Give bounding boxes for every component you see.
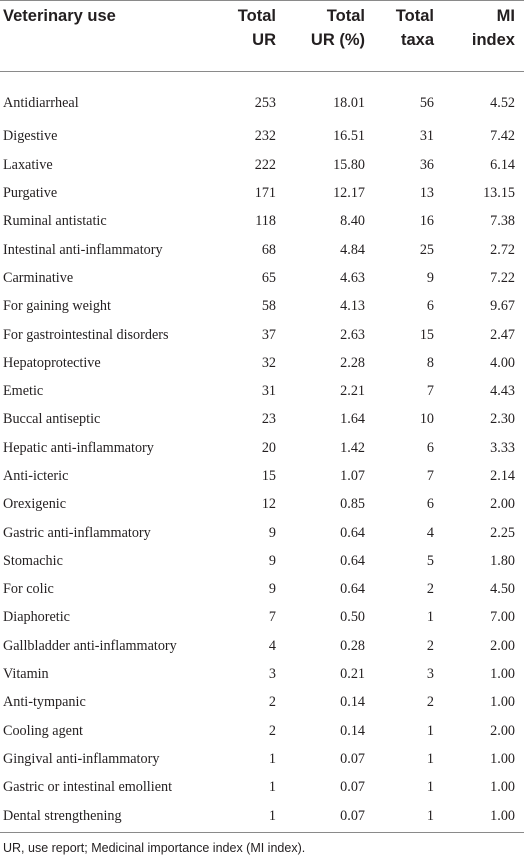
cell-veterinary-use: Laxative [3, 156, 53, 173]
cell-mi-index: 7.42 [490, 128, 515, 145]
cell-veterinary-use: Anti-icteric [3, 468, 69, 484]
cell-mi-index: 1.00 [490, 807, 515, 824]
cell-total-taxa: 1 [426, 722, 434, 739]
cell-veterinary-use: Orexigenic [3, 496, 67, 513]
cell-total-ur-percent: 4.13 [340, 298, 365, 315]
header-line: index [471, 31, 515, 49]
header-total-ur [210, 1, 284, 72]
header-line: Veterinary use [3, 7, 116, 25]
cell-total-ur-percent: 0.28 [340, 637, 365, 654]
cell-total-ur-percent: 0.64 [340, 581, 365, 598]
cell-total-ur: 12 [261, 496, 276, 513]
cell-mi-index: 1.00 [490, 750, 515, 767]
cell-mi-index: 4.52 [490, 94, 515, 111]
cell-total-ur-percent: 0.14 [340, 694, 365, 711]
table-header [0, 1, 524, 72]
cell-total-ur: 3 [268, 666, 276, 683]
cell-total-ur-percent: 0.07 [340, 750, 365, 767]
cell-total-ur-percent: 1.42 [340, 439, 365, 456]
cell-total-taxa: 56 [419, 94, 434, 111]
cell-mi-index: 4.00 [490, 354, 515, 371]
cell-total-ur-percent: 0.64 [340, 524, 365, 541]
header-line: Total [326, 7, 365, 25]
table-row [0, 490, 524, 518]
cell-veterinary-use: Purgative [3, 185, 58, 202]
cell-total-ur: 31 [261, 383, 276, 400]
cell-mi-index: 1.00 [490, 694, 515, 711]
cell-total-ur: 9 [268, 524, 276, 541]
cell-veterinary-use: Gastric anti-inflammatory [3, 524, 151, 541]
cell-total-ur-percent: 12.17 [333, 185, 365, 202]
cell-mi-index: 2.25 [490, 524, 515, 541]
cell-veterinary-use: Hepatoprotective [3, 354, 101, 371]
table-row [0, 688, 524, 716]
cell-veterinary-use: Digestive [3, 128, 58, 145]
cell-veterinary-use: Emetic [3, 383, 44, 400]
cell-total-taxa: 6 [426, 298, 434, 315]
cell-mi-index: 9.67 [490, 298, 515, 315]
cell-total-taxa: 2 [426, 637, 434, 654]
table-row [0, 745, 524, 773]
cell-mi-index: 4.43 [490, 383, 515, 400]
cell-total-ur-percent: 2.21 [340, 383, 365, 400]
cell-total-taxa: 10 [419, 411, 434, 428]
cell-total-taxa: 25 [419, 241, 434, 258]
cell-total-ur-percent: 2.63 [340, 326, 365, 343]
cell-total-ur: 1 [268, 779, 276, 796]
table-body [0, 72, 524, 830]
cell-veterinary-use: Gingival anti-inflammatory [3, 750, 160, 767]
table-row [0, 179, 524, 207]
table-row [0, 122, 524, 150]
cell-veterinary-use: Hepatic anti-inflammatory [3, 439, 154, 456]
cell-veterinary-use: Anti-tympanic [3, 694, 86, 711]
cell-veterinary-use: Vitamin [3, 666, 49, 683]
cell-total-ur-percent: 8.40 [340, 213, 365, 230]
cell-total-taxa: 2 [426, 581, 434, 598]
cell-total-ur: 1 [268, 807, 276, 824]
cell-veterinary-use: Antidiarrheal [3, 94, 79, 111]
table-row [0, 717, 524, 745]
cell-mi-index: 4.50 [490, 581, 515, 598]
header-total-taxa [372, 1, 445, 72]
table-row [0, 207, 524, 235]
cell-total-ur: 68 [261, 241, 276, 258]
cell-veterinary-use: Carminative [3, 269, 74, 286]
cell-total-taxa: 7 [426, 383, 434, 400]
cell-total-ur: 171 [254, 185, 276, 202]
cell-mi-index: 1.00 [490, 779, 515, 796]
table-row [0, 349, 524, 377]
cell-mi-index: 3.33 [490, 439, 515, 456]
cell-mi-index: 2.00 [490, 637, 515, 654]
cell-veterinary-use: Cooling agent [3, 722, 83, 739]
cell-veterinary-use: Gastric or intestinal emollient [3, 779, 173, 796]
cell-mi-index: 1.80 [490, 552, 515, 569]
cell-total-taxa: 2 [426, 694, 434, 711]
cell-mi-index: 7.38 [490, 213, 515, 230]
cell-total-ur: 9 [268, 552, 276, 569]
cell-total-ur-percent: 1.07 [340, 468, 365, 484]
table-bottom-rule [0, 832, 524, 833]
cell-total-ur-percent: 2.28 [340, 354, 365, 371]
cell-total-taxa: 1 [426, 807, 434, 824]
cell-mi-index: 7.00 [490, 609, 515, 626]
header-line: Total [395, 7, 434, 25]
cell-total-taxa: 1 [426, 779, 434, 796]
cell-total-ur: 7 [268, 609, 276, 626]
cell-total-ur-percent: 16.51 [333, 128, 365, 145]
table-row [0, 264, 524, 292]
cell-total-ur: 37 [261, 326, 276, 343]
table-row [0, 320, 524, 348]
header-line: MI [496, 7, 515, 25]
cell-mi-index: 6.14 [490, 156, 515, 173]
cell-mi-index: 2.47 [490, 326, 515, 343]
cell-mi-index: 2.30 [490, 411, 515, 428]
header-line: UR [252, 31, 276, 49]
table-row [0, 632, 524, 660]
cell-total-taxa: 6 [426, 496, 434, 513]
cell-veterinary-use: Buccal antiseptic [3, 411, 101, 428]
cell-veterinary-use: Gallbladder anti-inflammatory [3, 637, 177, 654]
cell-veterinary-use: Ruminal antistatic [3, 213, 107, 230]
table-row [0, 518, 524, 546]
cell-total-taxa: 1 [426, 750, 434, 767]
cell-total-taxa: 15 [419, 326, 434, 343]
table-row [0, 405, 524, 433]
cell-veterinary-use: Intestinal anti-inflammatory [3, 241, 163, 258]
cell-total-ur-percent: 0.14 [340, 722, 365, 739]
cell-total-taxa: 7 [426, 468, 434, 484]
table-row [0, 151, 524, 179]
cell-mi-index: 2.72 [490, 241, 515, 258]
cell-veterinary-use: Diaphoretic [3, 609, 70, 626]
cell-total-ur-percent: 4.63 [340, 269, 365, 286]
cell-mi-index: 2.00 [490, 496, 515, 513]
header-row [0, 1, 524, 72]
cell-total-ur: 253 [254, 94, 276, 111]
cell-veterinary-use: For colic [3, 581, 54, 598]
cell-total-ur-percent: 15.80 [333, 156, 365, 173]
cell-total-ur: 4 [268, 637, 276, 654]
header-veterinary-use [0, 1, 210, 72]
cell-total-ur: 15 [261, 468, 276, 484]
cell-total-ur-percent: 1.64 [340, 411, 365, 428]
cell-total-ur: 32 [261, 354, 276, 371]
table-row [0, 72, 524, 123]
header-mi-index [445, 1, 524, 72]
table-row [0, 575, 524, 603]
cell-total-ur: 58 [261, 298, 276, 315]
cell-mi-index: 2.00 [490, 722, 515, 739]
table-row [0, 773, 524, 801]
cell-total-taxa: 6 [426, 439, 434, 456]
cell-mi-index: 2.14 [490, 468, 515, 484]
cell-total-ur: 2 [268, 722, 276, 739]
table-row [0, 801, 524, 829]
cell-total-ur: 222 [254, 156, 276, 173]
cell-total-ur: 1 [268, 750, 276, 767]
cell-total-ur: 232 [254, 128, 276, 145]
cell-veterinary-use: Stomachic [3, 552, 63, 569]
cell-total-ur-percent: 0.64 [340, 552, 365, 569]
cell-total-taxa: 9 [426, 269, 434, 286]
header-total-ur-percent [284, 1, 372, 72]
table-footnote: UR, use report; Medicinal importance index (MI index). [3, 841, 306, 855]
table-row [0, 377, 524, 405]
cell-total-taxa: 5 [426, 552, 434, 569]
cell-total-ur-percent: 4.84 [340, 241, 365, 258]
cell-total-ur-percent: 18.01 [333, 94, 365, 111]
cell-total-ur: 2 [268, 694, 276, 711]
cell-total-taxa: 3 [426, 666, 434, 683]
cell-mi-index: 1.00 [490, 666, 515, 683]
cell-veterinary-use: For gaining weight [3, 298, 111, 315]
header-line: UR (%) [310, 31, 365, 49]
table-row [0, 434, 524, 462]
header-line: taxa [400, 31, 434, 49]
table-row [0, 547, 524, 575]
cell-total-taxa: 16 [419, 213, 434, 230]
cell-total-ur-percent: 0.85 [340, 496, 365, 513]
cell-veterinary-use: For gastrointestinal disorders [3, 326, 169, 343]
cell-total-taxa: 8 [426, 354, 434, 371]
cell-total-ur: 65 [261, 269, 276, 286]
cell-total-ur-percent: 0.50 [340, 609, 365, 626]
cell-mi-index: 7.22 [490, 269, 515, 286]
table-row [0, 292, 524, 320]
table-row [0, 462, 524, 490]
cell-total-taxa: 4 [426, 524, 434, 541]
cell-total-taxa: 36 [419, 156, 434, 173]
cell-total-ur: 20 [261, 439, 276, 456]
cell-total-ur: 9 [268, 581, 276, 598]
cell-total-ur-percent: 0.07 [340, 779, 365, 796]
cell-total-ur: 118 [255, 213, 276, 230]
table-row [0, 235, 524, 263]
cell-total-taxa: 13 [419, 185, 434, 202]
cell-total-taxa: 1 [426, 609, 434, 626]
cell-total-ur-percent: 0.07 [340, 807, 365, 824]
cell-veterinary-use: Dental strengthening [3, 807, 122, 824]
table-row [0, 660, 524, 688]
cell-mi-index: 13.15 [483, 185, 515, 202]
cell-total-ur: 23 [261, 411, 276, 428]
cell-total-taxa: 31 [419, 128, 434, 145]
header-line: Total [237, 7, 276, 25]
cell-total-ur-percent: 0.21 [340, 666, 365, 683]
table-row [0, 603, 524, 631]
